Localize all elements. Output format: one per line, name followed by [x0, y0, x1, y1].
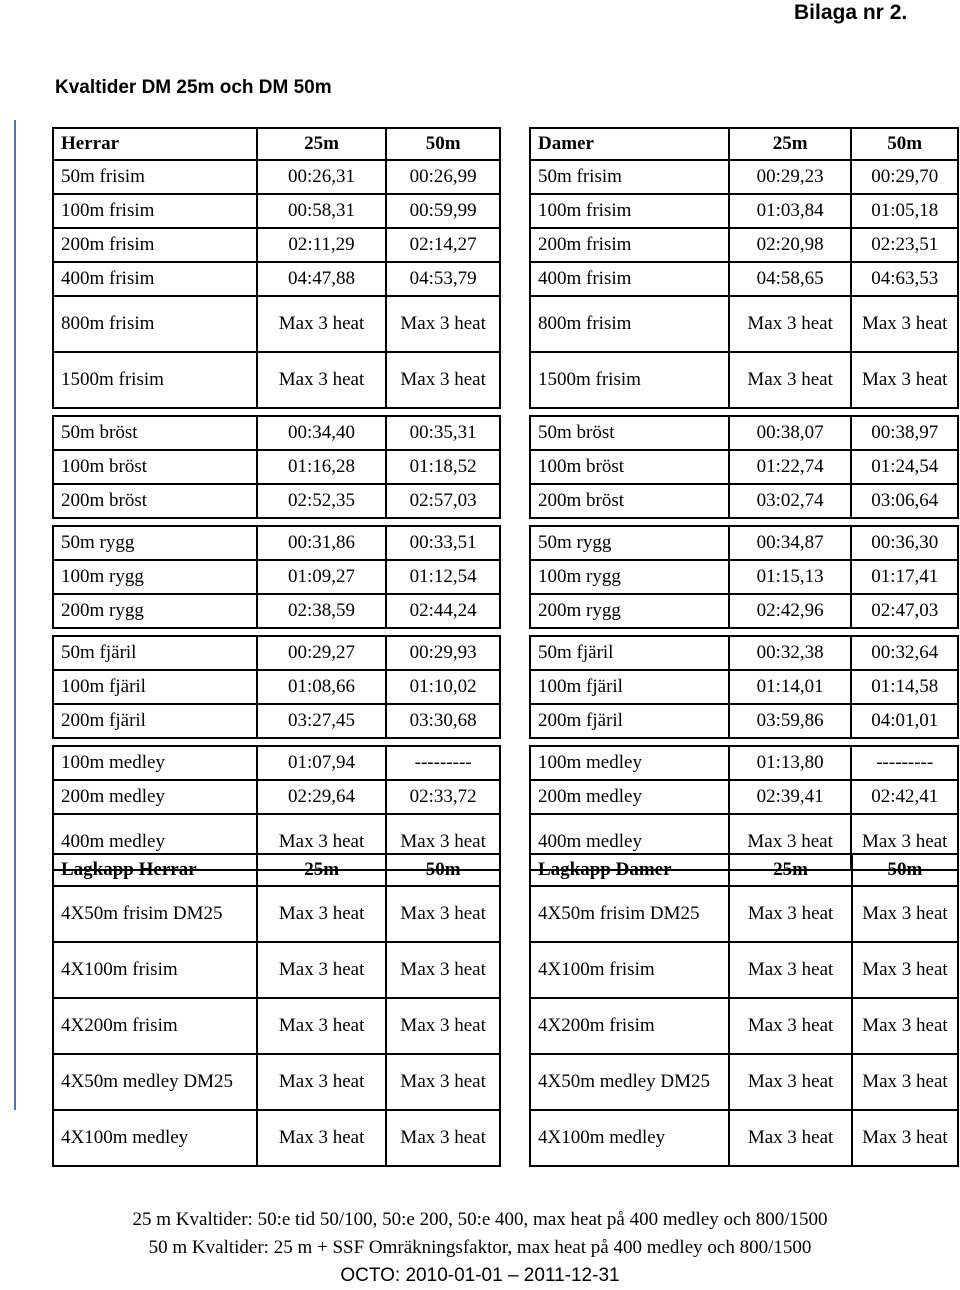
table-header-row [53, 854, 500, 886]
table-row [530, 160, 958, 194]
time-25m-cell: 02:52,35 [257, 484, 387, 518]
event-cell: 4X200m frisim [53, 998, 257, 1054]
time-25m-cell: 02:42,96 [729, 594, 852, 628]
time-25m-cell: 01:22,74 [729, 450, 852, 484]
header-50m: 50m [852, 854, 958, 886]
event-cell: 200m frisim [53, 228, 257, 262]
time-25m-cell: Max 3 heat [257, 814, 387, 870]
footer-octo-period: OCTO: 2010-01-01 – 2011-12-31 [340, 1265, 620, 1286]
group-separator [53, 738, 500, 746]
time-25m-cell: Max 3 heat [257, 352, 387, 408]
table-row [530, 526, 958, 560]
table-row [530, 886, 958, 942]
table-header-row [53, 128, 500, 160]
time-25m-cell: 00:34,40 [257, 416, 387, 450]
event-cell: 50m rygg [530, 526, 729, 560]
table-row [530, 560, 958, 594]
separator-cell [530, 518, 729, 526]
table-row [53, 998, 500, 1054]
table-row [53, 526, 500, 560]
header-50m: 50m [386, 128, 500, 160]
time-50m-cell: 04:63,53 [851, 262, 958, 296]
event-cell: 1500m frisim [53, 352, 257, 408]
header-event: Damer [530, 128, 729, 160]
event-cell: 200m fjäril [53, 704, 257, 738]
time-25m-cell: 01:13,80 [729, 746, 852, 780]
header-event: Herrar [53, 128, 257, 160]
table-row [53, 746, 500, 780]
group-separator [53, 628, 500, 636]
time-25m-cell: 03:02,74 [729, 484, 852, 518]
event-cell: 50m bröst [53, 416, 257, 450]
footer-notes [0, 1206, 960, 1290]
time-50m-cell: 02:57,03 [386, 484, 500, 518]
separator-cell [257, 408, 387, 416]
event-cell: 200m medley [530, 780, 729, 814]
time-25m-cell: Max 3 heat [257, 998, 386, 1054]
table-row [53, 942, 500, 998]
table-row [530, 194, 958, 228]
time-50m-cell: 01:05,18 [851, 194, 958, 228]
event-cell: 100m frisim [53, 194, 257, 228]
table-row [530, 296, 958, 352]
time-25m-cell: 00:29,27 [257, 636, 387, 670]
event-cell: 200m rygg [53, 594, 257, 628]
time-50m-cell: 02:47,03 [851, 594, 958, 628]
event-cell: 800m frisim [53, 296, 257, 352]
event-cell: 100m medley [53, 746, 257, 780]
table-row [53, 450, 500, 484]
time-50m-cell: 00:29,93 [386, 636, 500, 670]
event-cell: 100m bröst [53, 450, 257, 484]
table-row [53, 560, 500, 594]
time-25m-cell: 01:07,94 [257, 746, 387, 780]
time-25m-cell: 01:15,13 [729, 560, 852, 594]
table-row [53, 352, 500, 408]
event-cell: 4X50m frisim DM25 [530, 886, 729, 942]
table-row [530, 1054, 958, 1110]
table-row [530, 636, 958, 670]
time-25m-cell: Max 3 heat [729, 352, 852, 408]
time-50m-cell: 01:12,54 [386, 560, 500, 594]
time-50m-cell: Max 3 heat [851, 296, 958, 352]
time-50m-cell: Max 3 heat [386, 296, 500, 352]
table-row [530, 228, 958, 262]
event-cell: 200m medley [53, 780, 257, 814]
event-cell: 200m fjäril [530, 704, 729, 738]
time-25m-cell: Max 3 heat [257, 942, 386, 998]
event-cell: 4X50m medley DM25 [530, 1054, 729, 1110]
event-cell: 4X100m frisim [530, 942, 729, 998]
table-row [530, 780, 958, 814]
time-50m-cell: Max 3 heat [386, 352, 500, 408]
separator-cell [851, 738, 958, 746]
event-cell: 100m fjäril [530, 670, 729, 704]
group-separator [530, 408, 958, 416]
event-cell: 100m rygg [530, 560, 729, 594]
event-cell: 4X50m medley DM25 [53, 1054, 257, 1110]
table-row [530, 416, 958, 450]
time-50m-cell: Max 3 heat [386, 998, 500, 1054]
footer-line-25m: 25 m Kvaltider: 50:e tid 50/100, 50:e 200, 50:e 400, max heat på 400 medley och 800/1500 [132, 1209, 828, 1230]
time-25m-cell: 02:20,98 [729, 228, 852, 262]
table-row [53, 484, 500, 518]
event-cell: 200m rygg [530, 594, 729, 628]
margin-line [14, 120, 16, 1110]
table-row [530, 262, 958, 296]
group-separator [53, 518, 500, 526]
time-50m-cell: 00:32,64 [851, 636, 958, 670]
event-cell: 200m bröst [530, 484, 729, 518]
separator-cell [386, 518, 500, 526]
table-row [530, 670, 958, 704]
table-row [530, 484, 958, 518]
event-cell: 4X100m medley [530, 1110, 729, 1166]
separator-cell [53, 518, 257, 526]
event-cell: 4X100m medley [53, 1110, 257, 1166]
header-25m: 25m [257, 854, 386, 886]
header-50m: 50m [386, 854, 500, 886]
time-25m-cell: Max 3 heat [257, 296, 387, 352]
separator-cell [53, 738, 257, 746]
event-cell: 50m fjäril [53, 636, 257, 670]
table-row [53, 262, 500, 296]
event-cell: 400m medley [530, 814, 729, 870]
time-50m-cell: Max 3 heat [386, 942, 500, 998]
time-25m-cell: Max 3 heat [257, 1054, 386, 1110]
event-cell: 100m frisim [530, 194, 729, 228]
group-separator [530, 738, 958, 746]
separator-cell [851, 628, 958, 636]
event-cell: 200m bröst [53, 484, 257, 518]
time-50m-cell: 00:35,31 [386, 416, 500, 450]
header-25m: 25m [729, 854, 852, 886]
time-25m-cell: Max 3 heat [257, 1110, 386, 1166]
time-50m-cell: Max 3 heat [852, 942, 958, 998]
table-row [530, 352, 958, 408]
event-cell: 4X50m frisim DM25 [53, 886, 257, 942]
event-cell: 100m bröst [530, 450, 729, 484]
time-25m-cell: 02:38,59 [257, 594, 387, 628]
table-row [53, 704, 500, 738]
time-50m-cell: Max 3 heat [386, 886, 500, 942]
time-50m-cell: 00:36,30 [851, 526, 958, 560]
table-row [530, 746, 958, 780]
event-cell: 800m frisim [530, 296, 729, 352]
table-row [530, 450, 958, 484]
table-row [53, 194, 500, 228]
table-row [53, 780, 500, 814]
time-50m-cell: 01:10,02 [386, 670, 500, 704]
time-50m-cell: Max 3 heat [851, 352, 958, 408]
time-50m-cell: 02:23,51 [851, 228, 958, 262]
event-cell: 4X100m frisim [53, 942, 257, 998]
time-50m-cell: --------- [386, 746, 500, 780]
time-25m-cell: Max 3 heat [729, 1110, 852, 1166]
time-25m-cell: 00:58,31 [257, 194, 387, 228]
table-row [53, 670, 500, 704]
document-title: Kvaltider DM 25m och DM 50m [55, 77, 332, 98]
table-row [53, 886, 500, 942]
separator-cell [851, 518, 958, 526]
separator-cell [530, 738, 729, 746]
women-relay-table [529, 853, 959, 1167]
table-header-row [530, 128, 958, 160]
header-event: Lagkapp Herrar [53, 854, 257, 886]
time-25m-cell: Max 3 heat [729, 942, 852, 998]
time-50m-cell: Max 3 heat [386, 814, 500, 870]
table-row [53, 1054, 500, 1110]
time-50m-cell: 01:17,41 [851, 560, 958, 594]
time-50m-cell: 00:26,99 [386, 160, 500, 194]
separator-cell [530, 408, 729, 416]
separator-cell [530, 628, 729, 636]
time-25m-cell: 02:29,64 [257, 780, 387, 814]
event-cell: 50m frisim [530, 160, 729, 194]
time-50m-cell: Max 3 heat [851, 814, 958, 870]
time-50m-cell: Max 3 heat [852, 1054, 958, 1110]
footer-line-50m: 50 m Kvaltider: 25 m + SSF Omräkningsfaktor, max heat på 400 medley och 800/1500 [148, 1237, 812, 1258]
time-25m-cell: 00:26,31 [257, 160, 387, 194]
separator-cell [729, 408, 852, 416]
event-cell: 400m frisim [530, 262, 729, 296]
time-50m-cell: 02:44,24 [386, 594, 500, 628]
annex-label: Bilaga nr 2. [794, 1, 908, 24]
time-50m-cell: 03:30,68 [386, 704, 500, 738]
time-25m-cell: 00:32,38 [729, 636, 852, 670]
event-cell: 400m medley [53, 814, 257, 870]
separator-cell [729, 628, 852, 636]
time-25m-cell: Max 3 heat [257, 886, 386, 942]
time-25m-cell: Max 3 heat [729, 998, 852, 1054]
header-25m: 25m [257, 128, 387, 160]
time-25m-cell: 01:14,01 [729, 670, 852, 704]
time-50m-cell: 04:53,79 [386, 262, 500, 296]
time-50m-cell: 01:24,54 [851, 450, 958, 484]
group-separator [53, 408, 500, 416]
time-50m-cell: 00:33,51 [386, 526, 500, 560]
table-row [53, 1110, 500, 1166]
time-25m-cell: 01:08,66 [257, 670, 387, 704]
event-cell: 100m medley [530, 746, 729, 780]
separator-cell [257, 738, 387, 746]
time-25m-cell: 03:59,86 [729, 704, 852, 738]
event-cell: 100m fjäril [53, 670, 257, 704]
table-row [53, 594, 500, 628]
separator-cell [257, 628, 387, 636]
event-cell: 200m frisim [530, 228, 729, 262]
group-separator [530, 628, 958, 636]
separator-cell [53, 408, 257, 416]
table-row [53, 416, 500, 450]
time-50m-cell: Max 3 heat [852, 1110, 958, 1166]
time-25m-cell: 03:27,45 [257, 704, 387, 738]
table-row [53, 636, 500, 670]
time-50m-cell: 01:18,52 [386, 450, 500, 484]
time-25m-cell: 02:39,41 [729, 780, 852, 814]
group-separator [530, 518, 958, 526]
time-25m-cell: Max 3 heat [729, 814, 852, 870]
time-50m-cell: 03:06,64 [851, 484, 958, 518]
event-cell: 1500m frisim [530, 352, 729, 408]
time-50m-cell: 00:38,97 [851, 416, 958, 450]
time-50m-cell: Max 3 heat [386, 1054, 500, 1110]
time-50m-cell: 02:42,41 [851, 780, 958, 814]
separator-cell [386, 738, 500, 746]
event-cell: 50m rygg [53, 526, 257, 560]
time-50m-cell: 02:33,72 [386, 780, 500, 814]
table-row [530, 942, 958, 998]
table-row [53, 296, 500, 352]
time-25m-cell: 01:16,28 [257, 450, 387, 484]
time-25m-cell: Max 3 heat [729, 886, 852, 942]
time-25m-cell: Max 3 heat [729, 296, 852, 352]
time-50m-cell: 01:14,58 [851, 670, 958, 704]
table-row [530, 594, 958, 628]
header-event: Lagkapp Damer [530, 854, 729, 886]
header-50m: 50m [851, 128, 958, 160]
time-25m-cell: 04:47,88 [257, 262, 387, 296]
separator-cell [729, 738, 852, 746]
time-25m-cell: Max 3 heat [729, 1054, 852, 1110]
time-25m-cell: 00:29,23 [729, 160, 852, 194]
separator-cell [386, 408, 500, 416]
table-row [530, 998, 958, 1054]
time-25m-cell: 04:58,65 [729, 262, 852, 296]
separator-cell [729, 518, 852, 526]
event-cell: 100m rygg [53, 560, 257, 594]
table-row [530, 1110, 958, 1166]
time-50m-cell: 00:59,99 [386, 194, 500, 228]
time-50m-cell: 00:29,70 [851, 160, 958, 194]
separator-cell [257, 518, 387, 526]
table-row [530, 704, 958, 738]
time-25m-cell: 00:31,86 [257, 526, 387, 560]
event-cell: 50m bröst [530, 416, 729, 450]
separator-cell [851, 408, 958, 416]
separator-cell [386, 628, 500, 636]
event-cell: 50m fjäril [530, 636, 729, 670]
time-25m-cell: 00:38,07 [729, 416, 852, 450]
table-row [53, 160, 500, 194]
event-cell: 400m frisim [53, 262, 257, 296]
time-50m-cell: Max 3 heat [852, 886, 958, 942]
time-50m-cell: Max 3 heat [386, 1110, 500, 1166]
men-relay-table [52, 853, 501, 1167]
event-cell: 50m frisim [53, 160, 257, 194]
event-cell: 4X200m frisim [530, 998, 729, 1054]
time-25m-cell: 01:09,27 [257, 560, 387, 594]
men-qualifying-table [52, 127, 501, 871]
time-25m-cell: 00:34,87 [729, 526, 852, 560]
time-50m-cell: 02:14,27 [386, 228, 500, 262]
time-50m-cell: --------- [851, 746, 958, 780]
time-50m-cell: Max 3 heat [852, 998, 958, 1054]
time-25m-cell: 01:03,84 [729, 194, 852, 228]
table-row [53, 228, 500, 262]
separator-cell [53, 628, 257, 636]
time-50m-cell: 04:01,01 [851, 704, 958, 738]
women-qualifying-table [529, 127, 959, 871]
header-25m: 25m [729, 128, 852, 160]
time-25m-cell: 02:11,29 [257, 228, 387, 262]
table-header-row [530, 854, 958, 886]
